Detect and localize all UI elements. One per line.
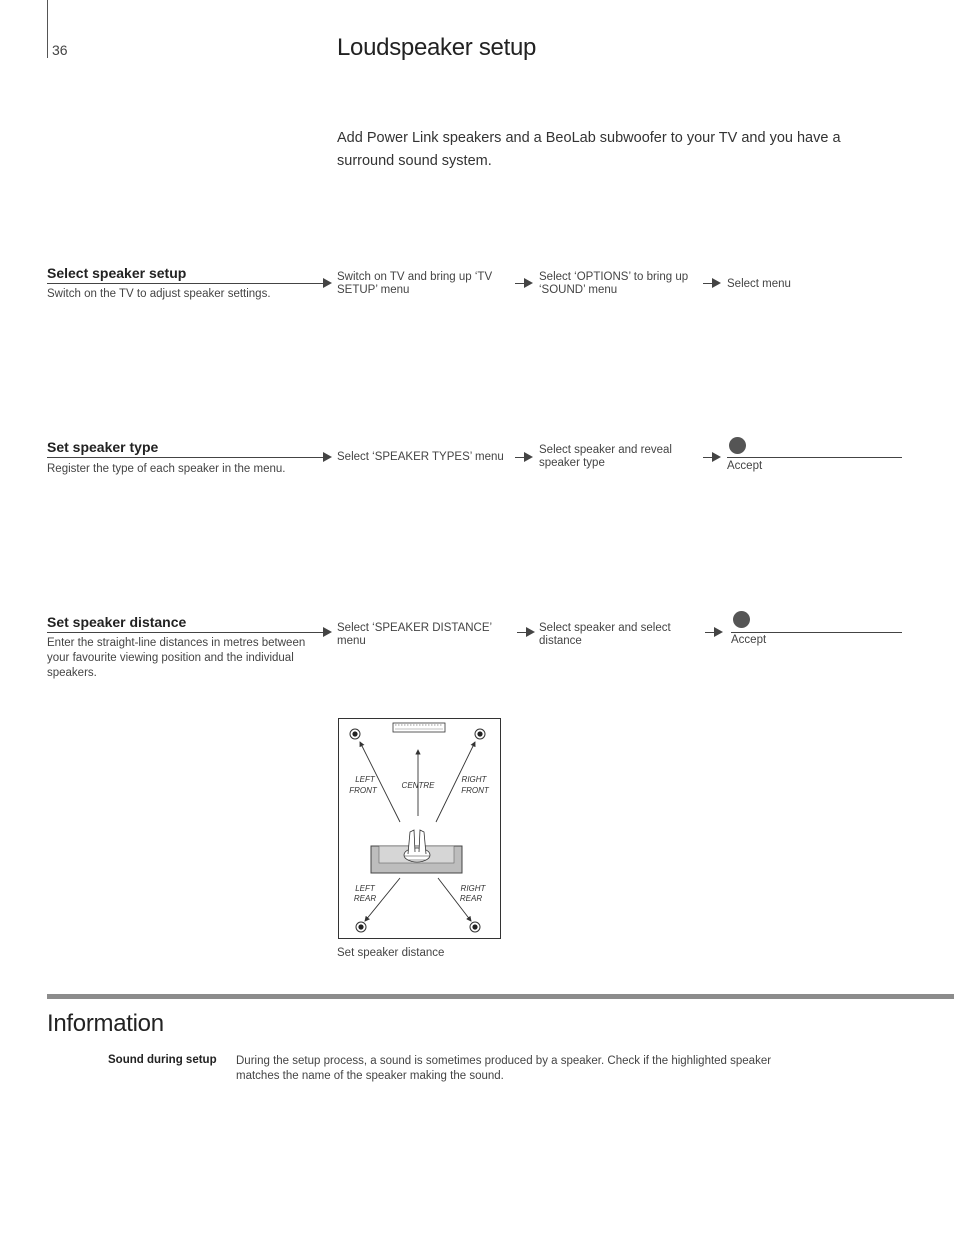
- label-left-rear: REAR: [353, 894, 377, 903]
- label-right-rear: REAR: [459, 894, 483, 903]
- step-1: Select ‘SPEAKER TYPES’ menu: [337, 451, 504, 463]
- speaker-right-front-icon: [475, 729, 485, 739]
- accept-rule: [731, 632, 902, 633]
- information-item-label: Sound during setup: [108, 1054, 217, 1066]
- section-rule: [47, 632, 323, 633]
- step-1: Select ‘SPEAKER DISTANCE’ menu: [337, 622, 492, 647]
- label-right-front: FRONT: [461, 786, 489, 795]
- information-divider: [47, 994, 954, 999]
- margin-rule: [47, 0, 48, 58]
- diagram-caption: Set speaker distance: [337, 947, 445, 959]
- speaker-left-front-icon: [350, 729, 360, 739]
- section-description: Register the type of each speaker in the menu.: [47, 463, 286, 475]
- step-3: Accept: [727, 460, 763, 472]
- tv-icon: [393, 723, 445, 732]
- label-left-front: FRONT: [349, 786, 377, 795]
- label-left-rear: LEFT: [355, 884, 375, 893]
- intro-text: Add Power Link speakers and a BeoLab subwoofer to your TV and you have a surround sound system.: [337, 130, 841, 169]
- section-description: Enter the straight-line distances in metres between your favourite viewing position and the individual speakers.: [47, 637, 306, 679]
- section-rule: [47, 457, 323, 458]
- center-button-icon: [733, 611, 750, 628]
- diagram-frame: [339, 719, 501, 939]
- page-number: 36: [52, 42, 68, 58]
- information-item-text: During the setup process, a sound is sometimes produced by a speaker. Check if the highlighted speaker matches the name of the speaker making the sound.: [236, 1055, 772, 1082]
- speaker-right-rear-icon: [470, 922, 480, 932]
- accept-rule: [727, 457, 902, 458]
- section-title-select-speaker-setup: Select speaker setup: [47, 265, 187, 281]
- arrow-right-icon: [524, 278, 533, 288]
- step-3: Select menu: [727, 278, 791, 290]
- arrow-right-icon: [323, 627, 332, 637]
- label-left-front: LEFT: [355, 775, 375, 784]
- step-2: Select speaker and select distance: [539, 622, 671, 647]
- arrow-right-icon: [323, 278, 332, 288]
- arrow-right-icon: [323, 452, 332, 462]
- label-right-front: RIGHT: [461, 775, 487, 784]
- speaker-layout-diagram: [338, 718, 501, 939]
- page-title: Loudspeaker setup: [337, 34, 537, 61]
- center-button-icon: [729, 437, 746, 454]
- step-1: Switch on TV and bring up ‘TV SETUP’ menu: [337, 271, 493, 296]
- step-2: Select ‘OPTIONS’ to bring up ‘SOUND’ menu: [539, 271, 689, 296]
- section-title-set-speaker-distance: Set speaker distance: [47, 614, 187, 630]
- speaker-left-rear-icon: [356, 922, 366, 932]
- arrow-right-icon: [524, 452, 533, 462]
- step-2: Select speaker and reveal speaker type: [539, 444, 672, 469]
- section-rule: [47, 283, 323, 284]
- arrow-right-icon: [712, 278, 721, 288]
- section-description: Switch on the TV to adjust speaker settings.: [47, 288, 271, 300]
- information-title: Information: [47, 1010, 164, 1037]
- arrow-right-icon: [526, 627, 535, 637]
- step-3: Accept: [731, 634, 767, 646]
- arrow-right-icon: [712, 452, 721, 462]
- label-centre: CENTRE: [401, 781, 435, 790]
- label-right-rear: RIGHT: [460, 884, 486, 893]
- arrow-right-icon: [714, 627, 723, 637]
- section-title-set-speaker-type: Set speaker type: [47, 439, 159, 455]
